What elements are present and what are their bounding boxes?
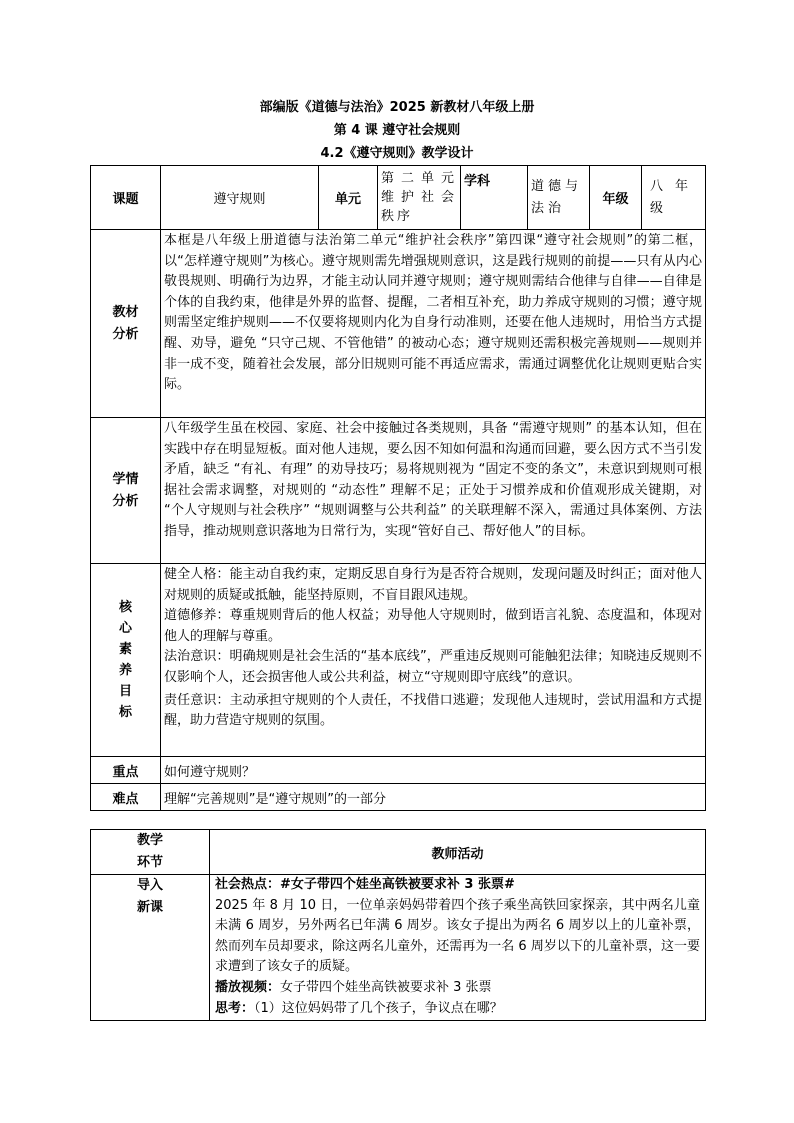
design-title: 4.2《遵守规则》教学设计	[320, 146, 474, 161]
textbook-analysis-text: 本框是八年级上册道德与法治第二单元“维护社会秩序”第四课“遵守社会规则”的第二框，以“怎样遵守规则”为核心。遵守规则需先增强规则意识，这是践行规则的前提——只有从内心敬畏规则、明确行为边界，才能主动认同并遵守规则；遵守规则需结合他律与自律——自律是个体的自我约束，他律是外界的监督、提醒，二者相互补充，助力养成守规则的习惯；遵守规则需坚定维护规则——不仅要将规则内化为自身行动准则，还要在他人违规时，用恰当方式提醒、劝导，避免 “只守己规、不管他错” 的被动心态；遵守规则还需积极完善规则——规则并非一成不变，随着社会发展，部分旧规则可能不再适应需求，需通过调整优化让规则更贴合实际。	[161, 230, 706, 418]
subject-value: 道德与法治	[528, 166, 590, 230]
intro-stage-label: 导入新课	[91, 875, 210, 1021]
topic-value: 遵守规则	[161, 166, 319, 230]
info-row	[91, 166, 706, 230]
core-goals-list	[161, 564, 706, 757]
subject-label: 学科	[461, 166, 528, 230]
activity-header-row	[91, 830, 706, 875]
core-goals-label: 核心素养目标	[91, 564, 161, 757]
teacher-activity-header: 教师活动	[210, 830, 706, 875]
goal-responsibility: 责任意识：主动承担守规则的个人责任，不找借口逃避；发现他人违规时，尝试用温和方式提醒，助力营造守规则的氛围。	[164, 692, 702, 729]
intro-activity	[210, 875, 706, 1021]
difficult-point-row	[91, 784, 706, 811]
key-point-label: 重点	[91, 757, 161, 784]
student-analysis-row	[91, 418, 706, 564]
grade-value: 八年级	[642, 166, 706, 230]
video-label: 播放视频：	[215, 979, 281, 995]
lesson-title: 第 4 课 遵守社会规则	[333, 123, 461, 138]
goal-law: 法治意识：明确规则是社会生活的“基本底线”，严重违反规则可能触犯法律；知晓违反规则不仅影响个人，还会损害他人或公共利益，树立“守规则即守底线”的意识。	[164, 649, 702, 685]
intro-row	[91, 875, 706, 1021]
key-point-text: 如何遵守规则？	[161, 757, 706, 784]
hot-topic-label: 社会热点：	[215, 877, 281, 892]
story-text: 2025 年 8 月 10 日，一位单亲妈妈带着四个孩子乘坐高铁回家探亲，其中两名儿童未满 6 周岁，另外两名已年满 6 周岁。该女子提出为两名 6 周岁以上的儿童补票，然而列车员却要求，除这两名儿童外，还需再为一名 6 周岁以下的儿童补票，这一要求遭到了该女子的质疑。	[215, 897, 700, 975]
student-analysis-label: 学情分析	[91, 418, 161, 564]
grade-label: 年级	[590, 166, 642, 230]
key-point-row	[91, 757, 706, 784]
textbook-analysis-label: 教材分析	[91, 230, 161, 418]
hot-topic-title: #女子带四个娃坐高铁被要求补 3 张票#	[280, 877, 515, 892]
textbook-analysis-row	[91, 230, 706, 418]
teaching-activity-table	[90, 829, 706, 1021]
unit-value: 第二单元维护社会秩序	[378, 166, 461, 230]
video-text: 女子带四个娃坐高铁被要求补 3 张票	[280, 979, 492, 995]
goal-personality: 健全人格：能主动自我约束，定期反思自身行为是否符合规则，发现问题及时纠正；面对他人对规则的质疑或抵触，能坚持原则，不盲目跟风违规。	[164, 567, 702, 603]
think-label: 思考：	[215, 1000, 255, 1016]
student-analysis-text: 八年级学生虽在校园、家庭、社会中接触过各类规则，具备 “需遵守规则” 的基本认知，但在实践中存在明显短板。面对他人违规，要么因不知如何温和沟通而回避，要么因方式不当引发矛盾，缺乏 “有礼、有理” 的劝导技巧；易将规则视为 “固定不变的条文”，未意识到规则可根据社会需求调整，对规则的 “动态性” 理解不足；正处于习惯养成和价值观形成关键期，对 “个人守规则与社会秩序” “规则调整与公共利益” 的关联理解不深入，需通过具体案例、方法指导，推动规则意识落地为日常行为，实现“管好自己、帮好他人”的目标。	[161, 418, 706, 564]
difficult-point-text: 理解“完善规则”是“遵守规则”的一部分	[161, 784, 706, 811]
difficult-point-label: 难点	[91, 784, 161, 811]
unit-label: 单元	[319, 166, 378, 230]
document-title: 部编版《道德与法治》2025 新教材八年级上册	[259, 100, 535, 115]
goal-morality: 道德修养：尊重规则背后的他人权益；劝导他人守规则时，做到语言礼貌、态度温和，体现对他人的理解与尊重。	[164, 608, 702, 644]
topic-label: 课题	[91, 166, 161, 230]
lesson-info-table	[90, 165, 706, 811]
stage-header: 教学环节	[91, 830, 210, 875]
think-text: （1）这位妈妈带了几个孩子，争议点在哪？	[254, 1000, 503, 1016]
core-goals-row	[91, 564, 706, 757]
